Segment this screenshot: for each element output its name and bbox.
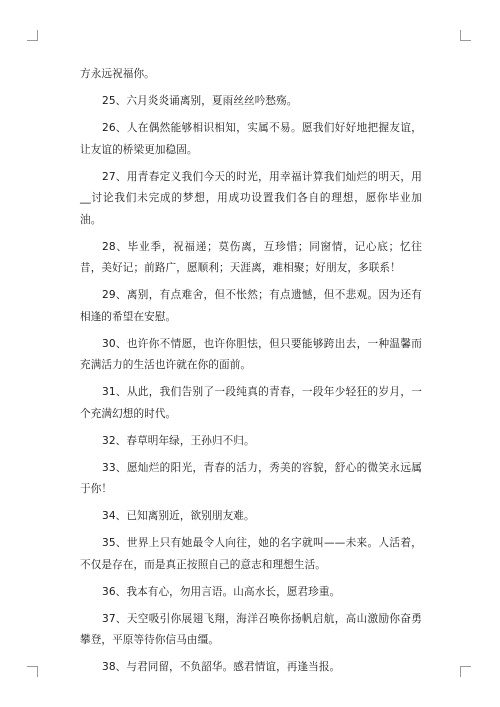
paragraph-37: 37、天空吸引你展翅飞翔，海洋召唤你扬帆启航，高山激励你奋勇攀登，平原等待你信马由缰。 (80, 612, 422, 646)
paragraph-34: 34、已知离别近，欲别朋友难。 (102, 510, 255, 522)
paragraph-31: 31、从此，我们告别了一段纯真的青春，一段年少轻狂的岁月，一个充满幻想的时代。 (80, 386, 422, 420)
crop-mark-top-left (27, 30, 38, 41)
crop-mark-top-right (460, 30, 471, 41)
paragraph-33: 33、愿灿烂的阳光，青春的活力，秀美的容貌，舒心的微笑永远属于你！ (80, 461, 422, 495)
paragraph-38: 38、与君同留，不负韶华。感君情谊，再逢当报。 (102, 661, 341, 673)
paragraph-29: 29、离别，有点难舍，但不怅然；有点遗憾，但不悲观。因为还有相逢的希望在安慰。 (80, 289, 422, 323)
document-body (80, 64, 422, 679)
paragraph-36: 36、我本有心，勿用言语。山高水长，愿君珍重。 (102, 585, 341, 598)
crop-mark-bottom-left (27, 666, 38, 677)
paragraph-30: 30、也许你不情愿，也许你胆怯，但只要能够跨出去，一种温馨而充满活力的生活也许就在你的面前。 (80, 337, 422, 371)
paragraph-26: 26、人在偶然能够相识相知，实属不易。愿我们好好地把握友谊，让友谊的桥梁更加稳固。 (80, 122, 422, 156)
crop-mark-bottom-right (460, 666, 471, 677)
paragraph-35: 35、世界上只有她最令人向往，她的名字就叫——未来。人活着，不仅是存在，而是真正按照自己的意志和理想生活。 (80, 537, 422, 571)
paragraph-28: 28、毕业季，祝福递；莫伤离，互珍惜；同窗情，记心底；忆往昔，美好记；前路广，愿顺利；天涯离，难相聚；好朋友，多联系！ (80, 240, 422, 274)
paragraph-continuation: 方永远祝福你。 (80, 68, 155, 80)
paragraph-25: 25、六月炎炎诵离别，夏雨丝丝吟愁殇。 (102, 95, 298, 107)
paragraph-27: 27、用青春定义我们今天的时光，用幸福计算我们灿烂的明天，用__讨论我们未完成的梦想，用成功设置我们各自的理想，愿你毕业加油。 (80, 170, 422, 226)
paragraph-32: 32、春草明年绿，王孙归不归。 (102, 434, 255, 447)
